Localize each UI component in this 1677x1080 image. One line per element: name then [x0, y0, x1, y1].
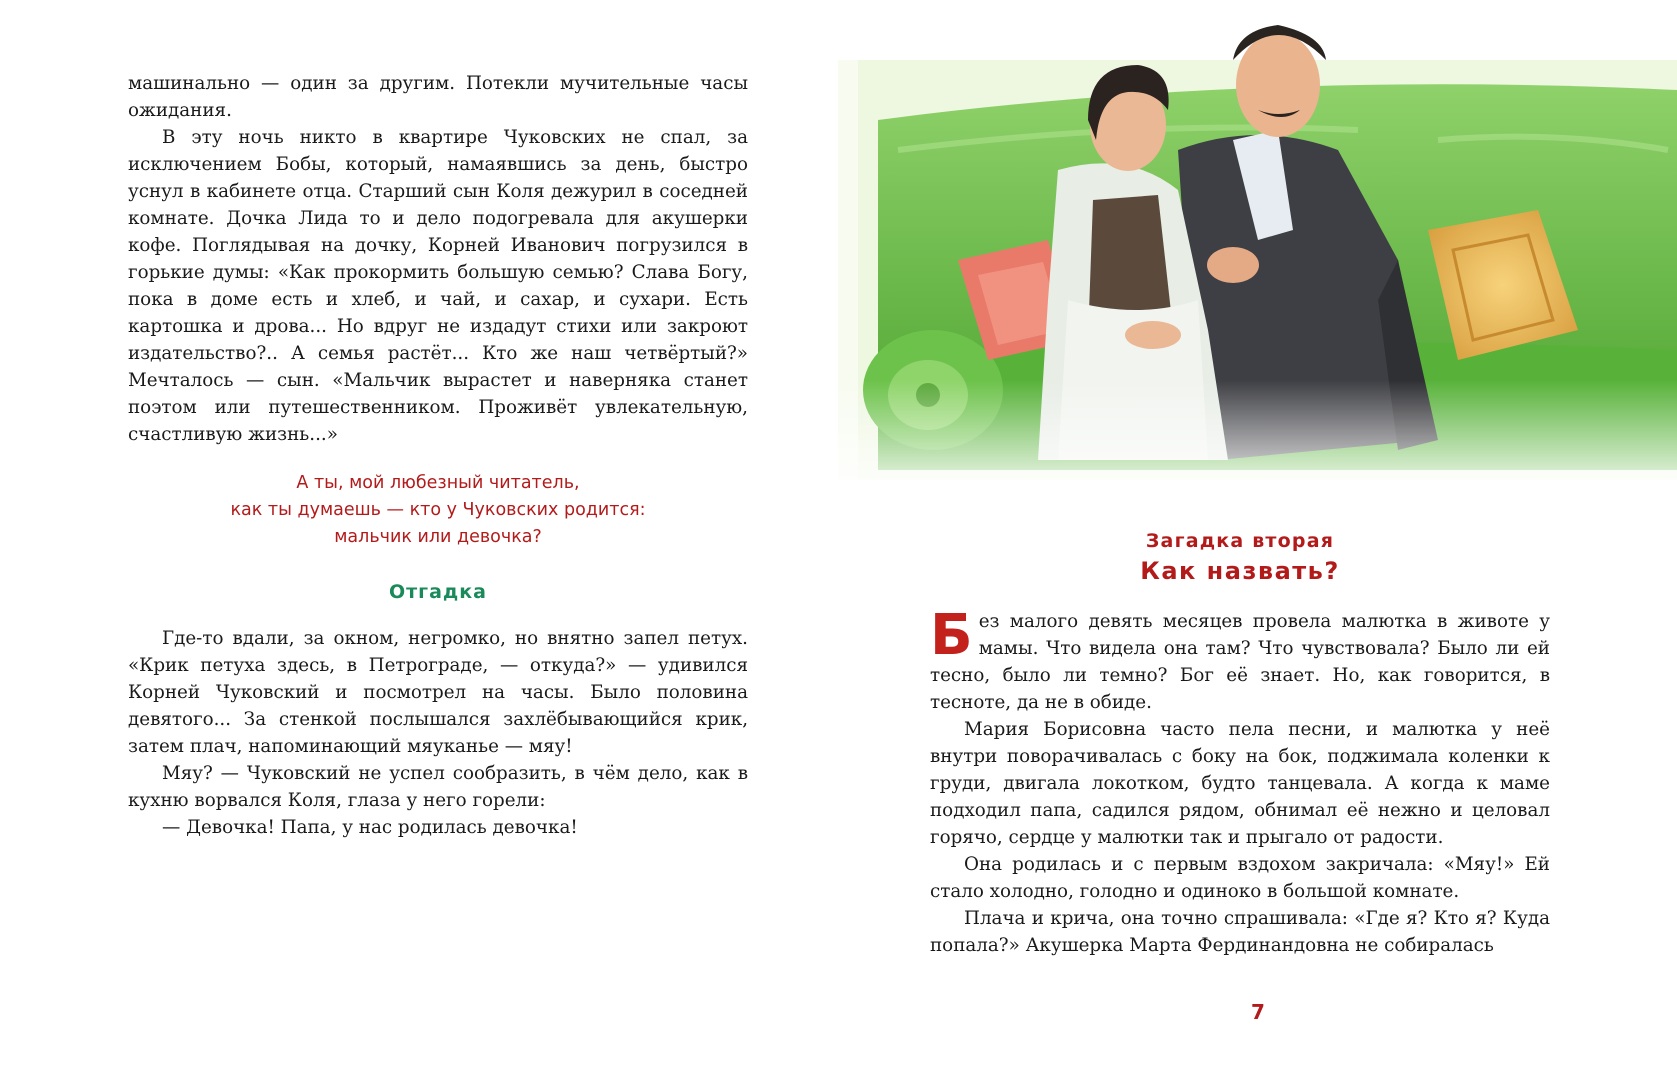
paragraph: Она родилась и с первым вздохом закричала: «Мяу!» Ей стало холодно, голодно и одиноко в большой комнате.	[930, 854, 1550, 902]
paragraph: машинально — один за другим. Потекли мучительные часы ожидания.	[128, 73, 748, 121]
left-text-column	[128, 70, 748, 841]
paragraph: Где-то вдали, за окном, негромко, но внятно запел петух. «Крик петуха здесь, в Петрограде, — откуда?» — удивился Корней Чуковский и посмотрел на часы. Было половина девятого... За стенкой послышался захлёбывающийся крик, затем плач, напоминающий мяуканье — мяу!	[128, 628, 748, 757]
reader-question	[128, 470, 748, 551]
paragraph: Мария Борисовна часто пела песни, и малютка у неё внутри поворачивалась с боку на бок, поджимала коленки к груди, двигала локотком, будто танцевала. А когда к маме подходил папа, садился рядом, обнимал её нежно и целовал горячо, сердце у малютки так и прыгало от радости.	[930, 719, 1550, 848]
riddle-title: Как назвать?	[1140, 557, 1340, 585]
paragraph: Мяу? — Чуковский не успел сообразить, в чём дело, как в кухню ворвался Коля, глаза у него горели:	[128, 763, 748, 811]
riddle-label: Загадка вторая	[1145, 530, 1335, 552]
couple-on-sofa-illustration	[838, 0, 1677, 500]
paragraph: Плача и крича, она точно спрашивала: «Где я? Кто я? Куда попала?» Акушерка Марта Фердинандовна не собиралась	[930, 908, 1550, 956]
question-line: мальчик или девочка?	[334, 527, 542, 547]
paragraph-text: ез малого девять месяцев провела малютка в животе у мамы. Что видела она там? Что чувствовала? Было ли ей тесно, было ли темно? Бог её знает. Но, как говорится, в тесноте, да не в обиде.	[930, 611, 1550, 713]
question-line: как ты думаешь — кто у Чуковских родится:	[230, 500, 646, 520]
question-line: А ты, мой любезный читатель,	[296, 473, 580, 493]
drop-cap: Б	[930, 603, 973, 668]
dialogue-line: — Девочка! Папа, у нас родилась девочка!	[162, 817, 578, 838]
right-page	[838, 0, 1677, 1080]
paragraph-with-dropcap	[930, 603, 1550, 716]
right-text-column	[930, 603, 1550, 959]
page-number: 7	[1251, 1000, 1265, 1024]
answer-heading: Отгадка	[389, 581, 487, 603]
left-page	[0, 0, 838, 1080]
riddle-heading	[930, 528, 1550, 588]
paragraph: В эту ночь никто в квартире Чуковских не спал, за исключением Бобы, который, намаявшись за день, быстро уснул в кабинете отца. Старший сын Коля дежурил в соседней комнате. Дочка Лида то и дело подогревала для акушерки кофе. Поглядывая на дочку, Корней Иванович погрузился в горькие думы: «Как прокормить большую семью? Слава Богу, пока в доме есть и хлеб, и чай, и сахар, и сухари. Есть картошка и дрова... Но вдруг не издадут стихи или закроют издательство?.. А семья растёт... Кто же наш четвёртый?» Мечталось — сын. «Мальчик вырастет и наверняка станет поэтом или путешественником. Проживёт увлекательную, счастливую жизнь...»	[128, 127, 748, 445]
